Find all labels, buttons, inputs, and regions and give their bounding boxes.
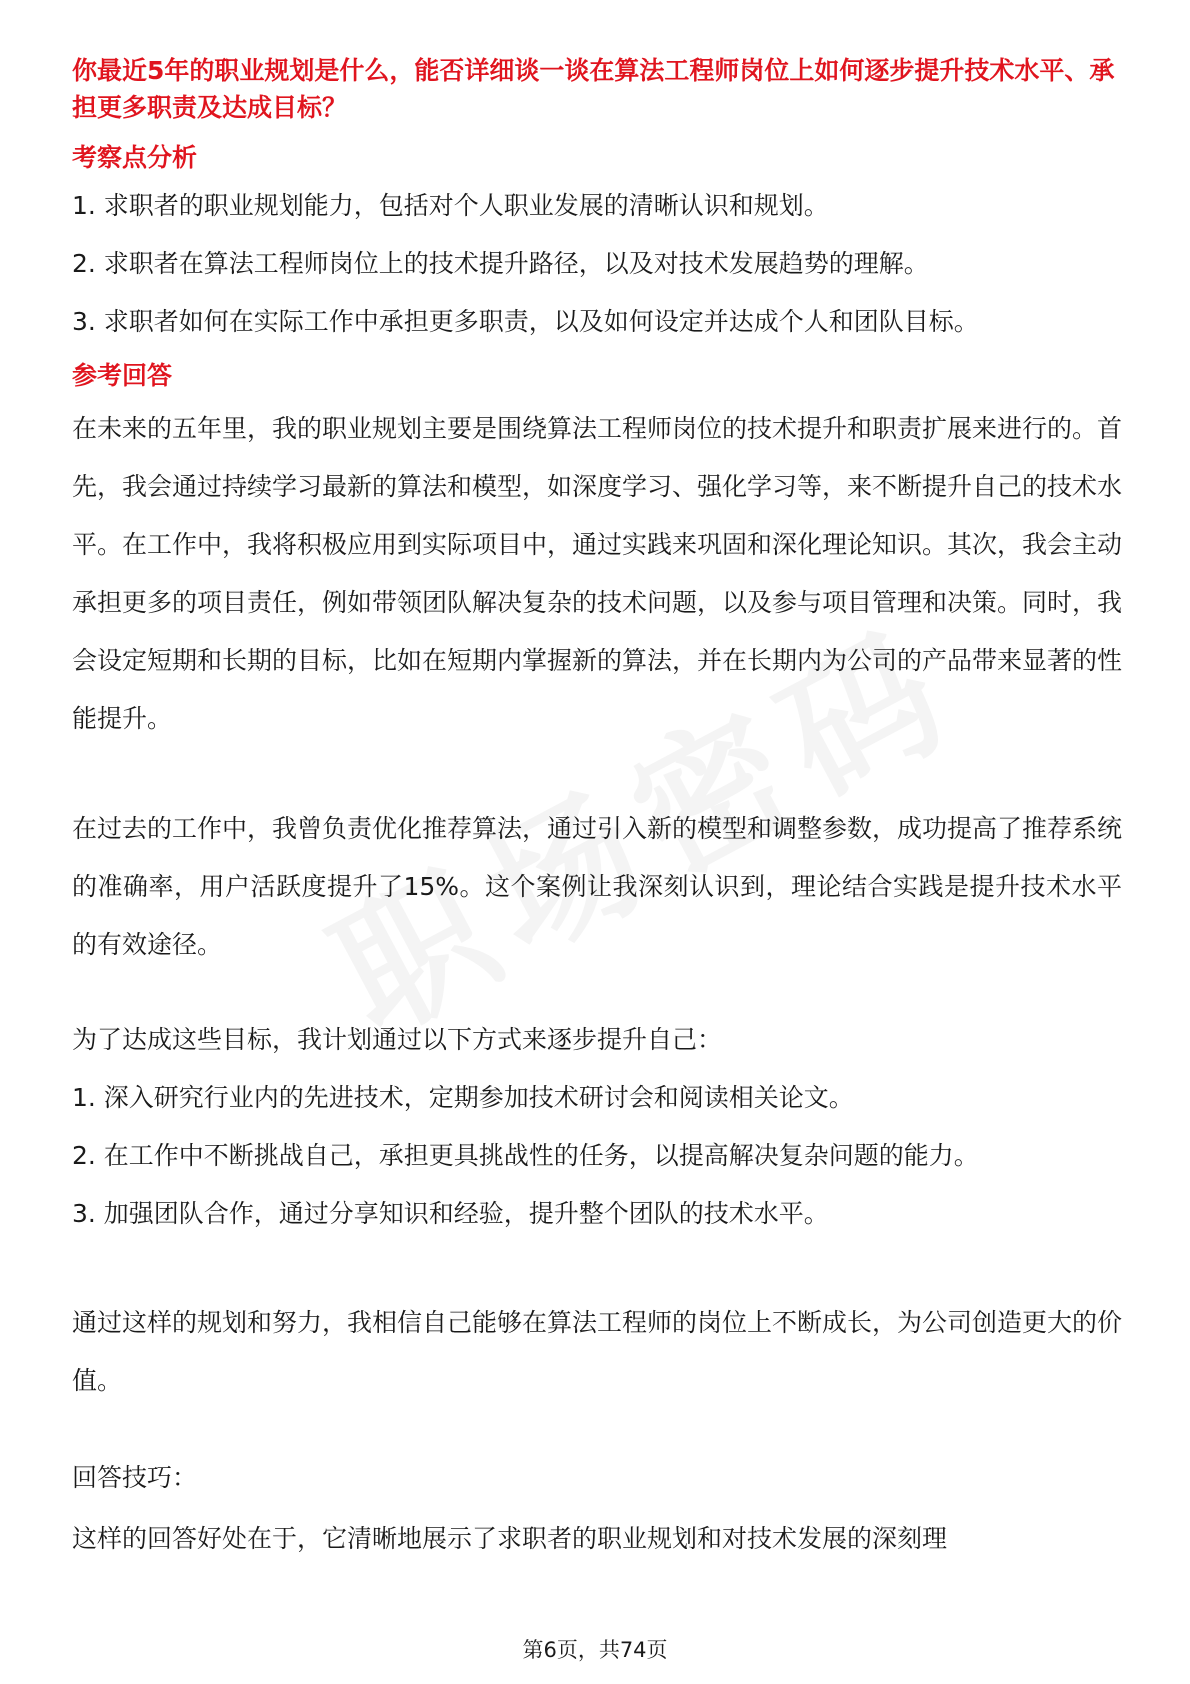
answer-paragraph: 在过去的工作中，我曾负责优化推荐算法，通过引入新的模型和调整参数，成功提高了推荐系统的准确率，用户活跃度提升了15%。这个案例让我深刻认识到，理论结合实践是提升技术水平的有效途径。: [72, 814, 1123, 959]
page-number: 第6页，共74页: [522, 1638, 668, 1662]
plan-list: [72, 1080, 1122, 1232]
tips-text: 这样的回答好处在于，它清晰地展示了求职者的职业规划和对技术发展的深刻理: [72, 1524, 948, 1553]
answer-paragraph: 在未来的五年里，我的职业规划主要是围绕算法工程师岗位的技术提升和职责扩展来进行的。首先，我会通过持续学习最新的算法和模型，如深度学习、强化学习等，来不断提升自己的技术水平。在工作中，我将积极应用到实际项目中，通过实践来巩固和深化理论知识。其次，我会主动承担更多的项目责任，例如带领团队解决复杂的技术问题，以及参与项目管理和决策。同时，我会设定短期和长期的目标，比如在短期内掌握新的算法，并在长期内为公司的产品带来显著的性能提升。: [72, 414, 1123, 733]
plan-intro: 为了达成这些目标，我计划通过以下方式来逐步提升自己：: [72, 1025, 723, 1054]
tips-label: 回答技巧：: [72, 1463, 198, 1492]
plan-item: 1. 深入研究行业内的先进技术，定期参加技术研讨会和阅读相关论文。: [72, 1083, 854, 1112]
answer-heading: 参考回答: [72, 361, 173, 390]
plan-item: 3. 加强团队合作，通过分享知识和经验，提升整个团队的技术水平。: [72, 1199, 829, 1228]
page-content: [72, 52, 1122, 1582]
interview-question: 你最近5年的职业规划是什么，能否详细谈一谈在算法工程师岗位上如何逐步提升技术水平、承担更多职责及达成目标？: [72, 56, 1115, 122]
plan-item: 2. 在工作中不断挑战自己，承担更具挑战性的任务，以提高解决复杂问题的能力。: [72, 1141, 979, 1170]
analysis-heading: 考察点分析: [72, 143, 198, 172]
analysis-list: [72, 188, 1122, 340]
analysis-item: 1. 求职者的职业规划能力，包括对个人职业发展的清晰认识和规划。: [72, 191, 829, 220]
analysis-item: 2. 求职者在算法工程师岗位上的技术提升路径，以及对技术发展趋势的理解。: [72, 249, 929, 278]
answer-closing: 通过这样的规划和努力，我相信自己能够在算法工程师的岗位上不断成长，为公司创造更大的价值。: [72, 1308, 1123, 1395]
analysis-item: 3. 求职者如何在实际工作中承担更多职责，以及如何设定并达成个人和团队目标。: [72, 307, 979, 336]
